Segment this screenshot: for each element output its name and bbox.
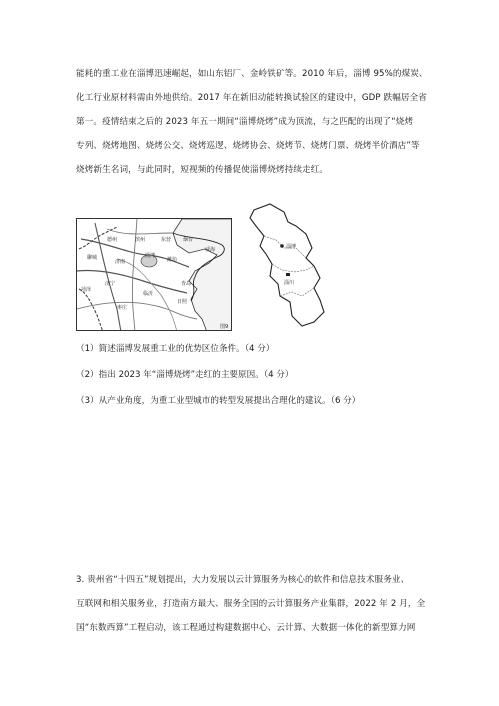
label-rizhao: 日照 <box>177 299 188 305</box>
question-3: （3）从产业角度，为重工业型城市的转型发展提出合理化的建议。（6 分） <box>76 396 361 406</box>
question-1: （1）简述淄博发展重工业的优势区位条件。（4 分） <box>76 344 275 354</box>
figure-caption: 图9 <box>220 324 229 330</box>
label-qingdao: 青岛 <box>181 281 192 287</box>
label-jinan: 济南 <box>115 259 126 265</box>
shandong-map-svg <box>77 219 232 331</box>
label-zaozhuang: 枣庄 <box>117 305 128 311</box>
label-weifang: 潍坊 <box>167 257 178 263</box>
label-heze: 菏泽 <box>81 287 92 293</box>
question-2: （2）指出 2023 年“淄博烧烤”走红的主要原因。（4 分） <box>76 370 294 380</box>
text-line: 化工行业原材料需由外地供给。2017 年在新旧动能转换试验区的建设中，GDP 跌幅居全省 <box>76 93 427 103</box>
label-liaocheng: 聊城 <box>87 255 98 261</box>
question-3-paragraph <box>76 568 432 640</box>
zibo-city-map <box>240 200 340 330</box>
text-line: 能耗的重工业在淄博迅速崛起，如山东铝厂、金岭铁矿等。2010 年后，淄博 95%的煤炭、 <box>76 69 428 79</box>
text-line: 3. 贵州省“十四五”规划提出，大力发展以云计算服务为核心的软件和信息技术服务业、 <box>76 575 410 585</box>
zibo-outline-svg <box>240 200 340 330</box>
text-line: 互联网和相关服务业，打造南方最大、服务全国的云计算服务产业集群，2022 年 2 月，全 <box>76 599 426 609</box>
label-yantai: 烟台 <box>183 237 194 243</box>
text-line: 专列、烧烤地图、烧烤公交、烧烤巡逻、烧烤协会、烧烤节、烧烤门票、烧烤半价酒店”等 <box>76 141 420 151</box>
text-line: 烧烤新生名词，与此同时，短视频的传播促使淄博烧烤持续走红。 <box>76 165 329 175</box>
label-zichuan: 淄川 <box>284 280 295 286</box>
label-dongying: 东营 <box>161 237 172 243</box>
text-line: 国“东数西算”工程启动，该工程通过构建数据中心、云计算、大数据一体化的新型算力网 <box>76 623 416 633</box>
label-jining: 济宁 <box>105 281 116 287</box>
label-linyi: 临沂 <box>143 291 154 297</box>
label-zibo-city: 淄博 <box>286 244 297 250</box>
intro-paragraph <box>76 62 432 182</box>
label-zibo: 淄博 <box>145 253 156 259</box>
shandong-region-map <box>76 218 232 331</box>
label-binzhou: 滨州 <box>135 237 146 243</box>
label-weihai: 威海 <box>205 247 216 253</box>
label-dezhou: 德州 <box>107 237 118 243</box>
text-line: 第一。疫情结束之后的 2023 年五一期间“淄博烧烤”成为顶流，与之匹配的出现了“烧烤 <box>76 117 414 127</box>
